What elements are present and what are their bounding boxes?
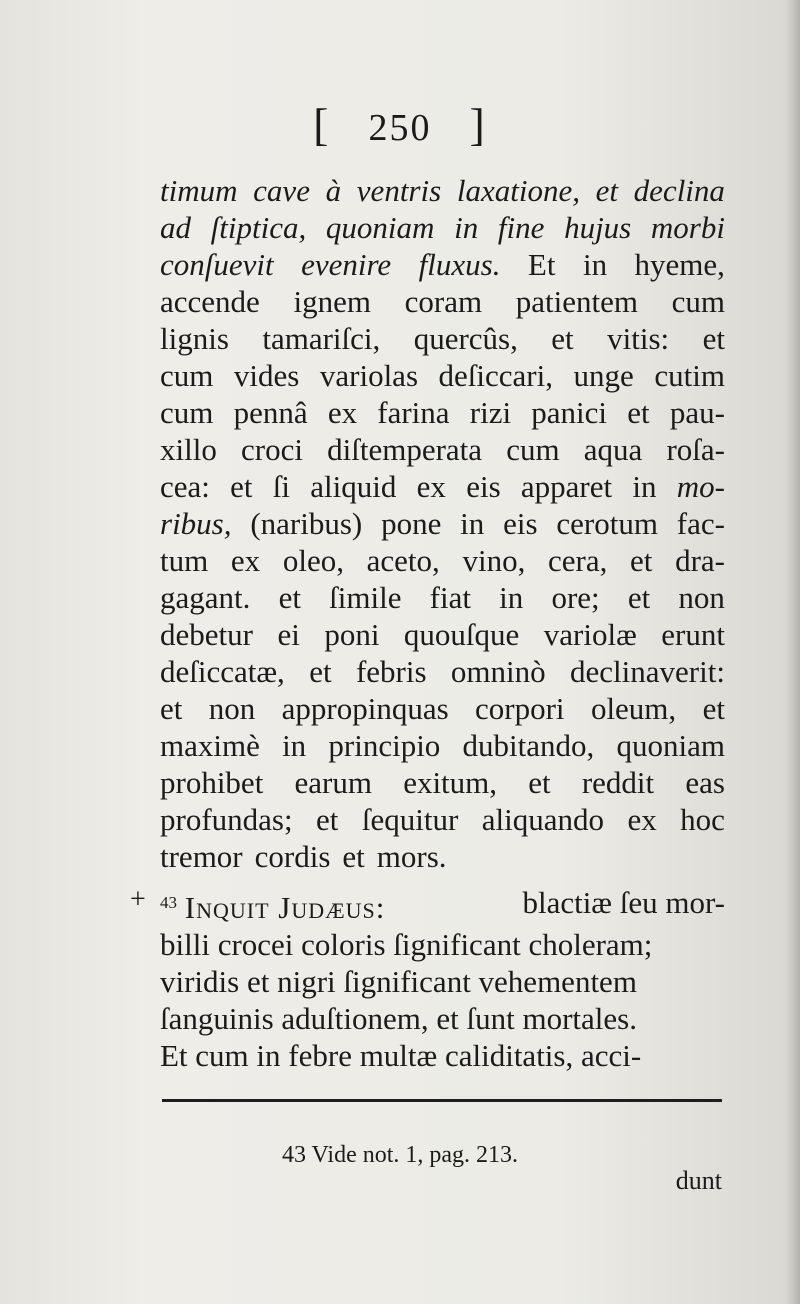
word: cum — [160, 395, 214, 430]
text-line-segment: billi crocei coloris ſignificant choleram; — [160, 927, 653, 962]
word: farina — [377, 395, 450, 430]
word: dra- — [675, 543, 725, 578]
paragraph-2 — [160, 884, 725, 1074]
text-line — [160, 884, 725, 926]
word: tamariſci, — [262, 321, 381, 356]
word: prohibet — [160, 765, 264, 800]
text-line — [160, 653, 725, 690]
word: deſiccatæ, — [160, 654, 285, 689]
word: eis — [466, 469, 501, 504]
word: quercûs, — [413, 321, 518, 356]
word: panici — [531, 395, 608, 430]
word: febris — [355, 654, 427, 689]
text-line — [160, 468, 725, 505]
text-line — [160, 838, 725, 875]
text-line — [160, 727, 725, 764]
text-line — [160, 394, 725, 431]
word: earum — [294, 765, 372, 800]
word: corpori — [475, 691, 565, 726]
word: hyeme, — [634, 247, 725, 282]
word: apparet — [520, 469, 613, 504]
word: profundas; — [160, 802, 293, 837]
text-line — [160, 172, 725, 209]
text-line — [160, 320, 725, 357]
word: roſa- — [666, 432, 725, 467]
word: non — [208, 691, 256, 726]
footnote — [0, 1142, 800, 1169]
word: cea: — [160, 469, 210, 504]
word: (naribus) — [250, 506, 363, 541]
word: et — [627, 395, 650, 430]
word: reddit — [581, 765, 655, 800]
text-line — [160, 616, 725, 653]
footnote-ref: 43 — [281, 1142, 306, 1168]
word: et — [528, 765, 551, 800]
word: eas — [685, 765, 725, 800]
text-line — [160, 801, 725, 838]
text-line — [160, 1000, 725, 1037]
word: tum — [160, 543, 209, 578]
text-line — [160, 579, 725, 616]
word: et — [230, 469, 253, 504]
word: declinaverit: — [570, 654, 725, 689]
text-line — [160, 209, 725, 246]
word: ſi — [272, 469, 291, 504]
word: appropinquas — [281, 691, 449, 726]
word: vino, — [462, 543, 526, 578]
word: variolæ — [543, 617, 637, 652]
word: timum — [160, 173, 238, 208]
word: aqua — [583, 432, 643, 467]
word: oleum, — [590, 691, 677, 726]
text-line — [160, 542, 725, 579]
text-line — [160, 764, 725, 801]
word: quouſque — [403, 617, 520, 652]
word: conſuevit — [160, 247, 274, 282]
paragraph-1 — [160, 172, 725, 875]
word: et — [316, 802, 339, 837]
word: ore; — [551, 580, 600, 615]
word: Et — [527, 247, 556, 282]
word: ventris — [356, 173, 442, 208]
catchword: dunt — [675, 1166, 722, 1195]
word: principio — [328, 728, 441, 763]
text-line — [160, 1037, 725, 1074]
word: in — [499, 580, 524, 615]
word: in — [632, 469, 657, 504]
word: pone — [381, 506, 442, 541]
word: pau- — [669, 395, 725, 430]
text-line — [160, 505, 725, 542]
margin-mark: + — [130, 884, 146, 915]
word: coram — [404, 284, 483, 319]
word: mors. — [376, 839, 447, 874]
word: in — [460, 506, 485, 541]
word: accende — [160, 284, 260, 319]
word: quoniam — [325, 210, 435, 245]
word: et — [595, 173, 618, 208]
word: in — [582, 247, 608, 282]
word: ſimile — [329, 580, 402, 615]
word: ribus, — [160, 506, 232, 541]
word: vitis: — [607, 321, 670, 356]
word: maximè — [160, 728, 260, 763]
word: et — [160, 691, 183, 726]
word: fluxus. — [418, 247, 501, 282]
word: à — [325, 173, 342, 208]
word: aliquid — [310, 469, 397, 504]
word: ex — [230, 543, 261, 578]
word: lignis — [160, 321, 229, 356]
word: poni — [324, 617, 380, 652]
footnote-text: Vide not. 1, pag. 213. — [311, 1142, 519, 1168]
word: dubitando, — [462, 728, 595, 763]
word: cordis — [254, 839, 331, 874]
word: variolas — [319, 358, 419, 393]
word: cum — [671, 284, 725, 319]
word: in — [454, 210, 479, 245]
word: hujus — [564, 210, 632, 245]
word: unge — [573, 358, 634, 393]
word: mo- — [676, 469, 725, 504]
word: aceto, — [366, 543, 440, 578]
word: cera, — [548, 543, 608, 578]
word: morbi — [650, 210, 725, 245]
word: ex — [627, 802, 657, 837]
page-number — [0, 98, 800, 151]
word: ſtiptica, — [210, 210, 307, 245]
word: vides — [233, 358, 300, 393]
word: gagant. — [160, 580, 251, 615]
word: ex — [416, 469, 446, 504]
text-line-segment: blactiæ ſeu mor- — [522, 885, 725, 920]
text-line — [160, 357, 725, 394]
word: et — [627, 580, 651, 615]
word: xillo — [160, 432, 217, 467]
left-bracket: [ — [313, 99, 331, 150]
word: et — [702, 321, 725, 356]
word: et — [630, 543, 653, 578]
text-line-segment: ſanguinis aduſtionem, et ſunt mortales. — [160, 1001, 637, 1036]
word: ei — [277, 617, 300, 652]
word: debetur — [160, 617, 253, 652]
word: et — [342, 839, 365, 874]
text-line — [160, 431, 725, 468]
word: eis — [503, 506, 538, 541]
word: deſiccari, — [438, 358, 553, 393]
text-line-segment: Et cum in febre multæ caliditatis, acci- — [160, 1038, 642, 1073]
word: ad — [160, 210, 191, 245]
word: aliquando — [481, 802, 604, 837]
right-bracket: ] — [469, 99, 487, 150]
word: fiat — [429, 580, 471, 615]
text-line-segment: viridis et nigri ſignificant vehementem — [160, 964, 637, 999]
word: cutim — [654, 358, 725, 393]
text-line — [160, 963, 725, 1000]
word: patientem — [515, 284, 638, 319]
text-line — [160, 283, 725, 320]
word: in — [282, 728, 307, 763]
word: declina — [633, 173, 725, 208]
word: fine — [497, 210, 545, 245]
text-line — [160, 690, 725, 727]
word: oleo, — [282, 543, 344, 578]
word: pennâ — [233, 395, 308, 430]
word: tremor — [160, 839, 243, 874]
note-reference: 43 — [160, 893, 177, 912]
word: evenire — [301, 247, 392, 282]
speaker-label: Inquit Judæus: — [184, 890, 386, 925]
word: diſtemperata — [327, 432, 483, 467]
word: rizi — [469, 395, 512, 430]
word: non — [678, 580, 725, 615]
word: hoc — [680, 802, 725, 837]
text-line — [160, 246, 725, 283]
word: et — [309, 654, 332, 689]
word: cum — [506, 432, 560, 467]
word: cerotum — [556, 506, 658, 541]
footnote-rule — [162, 1099, 722, 1102]
word: quoniam — [616, 728, 725, 763]
text-line — [160, 926, 725, 963]
word: cave — [253, 173, 310, 208]
word: et — [278, 580, 301, 615]
word: et — [551, 321, 574, 356]
page-number-value: 250 — [368, 107, 432, 149]
word: fac- — [676, 506, 725, 541]
word: laxatione, — [456, 173, 580, 208]
word: omninò — [450, 654, 546, 689]
word: ex — [327, 395, 358, 430]
word: cum — [160, 358, 214, 393]
word: et — [702, 691, 725, 726]
word: croci — [241, 432, 303, 467]
paragraph-2-opening — [160, 884, 385, 926]
word: ignem — [293, 284, 371, 319]
word: ſequitur — [361, 802, 459, 837]
word: exitum, — [403, 765, 498, 800]
word: erunt — [661, 617, 725, 652]
